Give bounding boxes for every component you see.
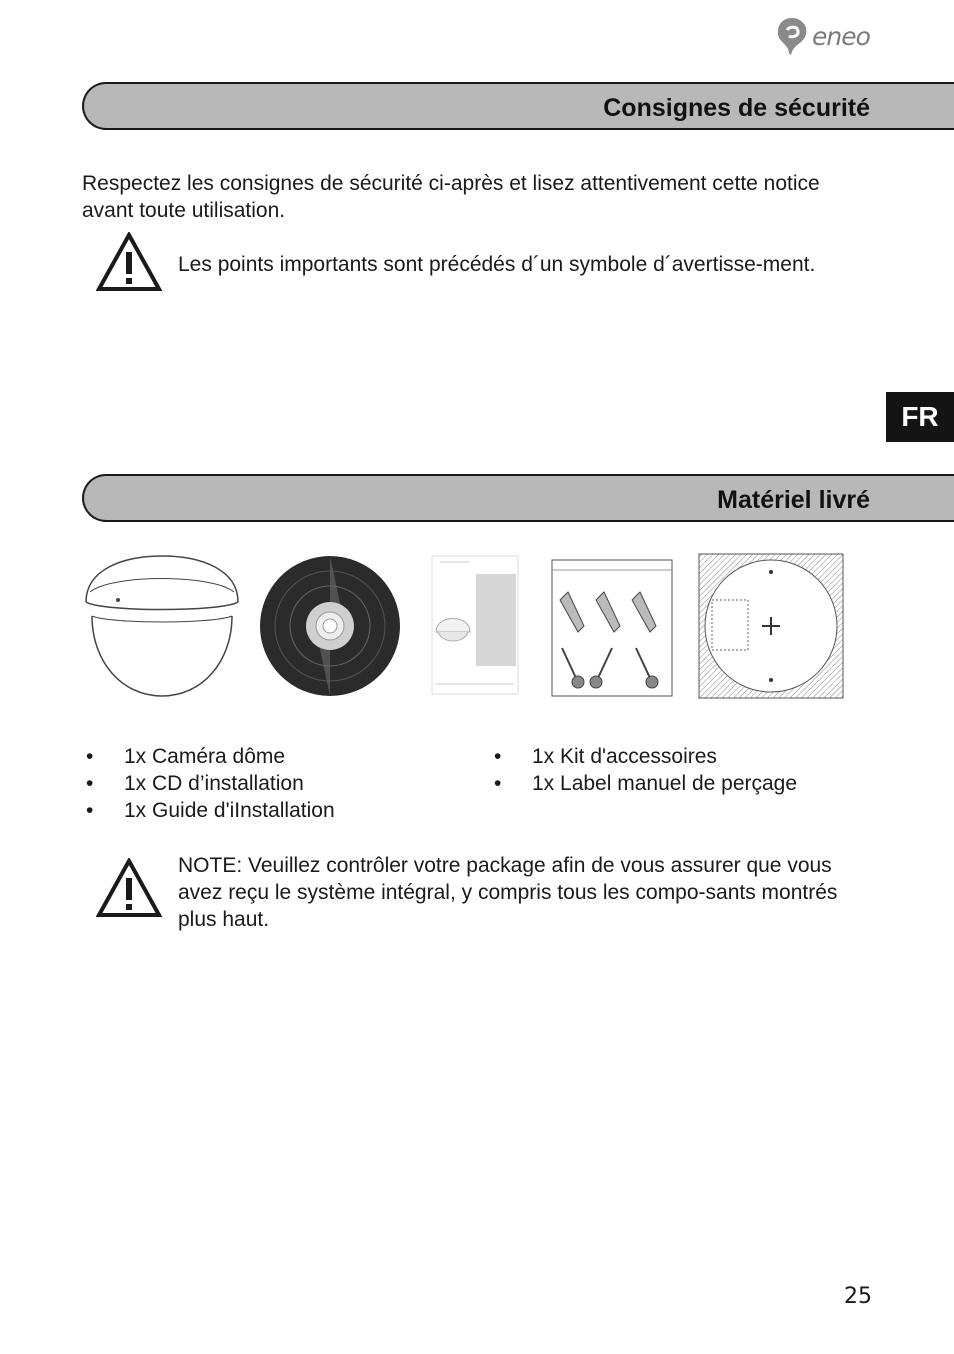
dome-camera-icon: [82, 552, 242, 700]
logo-text: eneo: [812, 22, 870, 51]
section-title: Matériel livré: [717, 486, 870, 514]
intro-paragraph: Respectez les consignes de sécurité ci-après et lisez attentivement cette notice avant toute utilisation.: [82, 172, 820, 222]
language-tab: FR: [886, 392, 954, 442]
eneo-logo: [776, 16, 886, 56]
section-header-safety: [82, 82, 954, 130]
page-number: 25: [844, 1284, 872, 1309]
section-title: Consignes de sécurité: [603, 94, 870, 122]
warning-triangle-icon: [96, 232, 162, 292]
delivery-list-left: [82, 743, 462, 824]
list-item: • 1x Label manuel de perçage: [490, 770, 890, 797]
list-item: • 1x Caméra dôme: [82, 743, 462, 770]
accessory-kit-icon: [550, 552, 674, 700]
list-item: • 1x Kit d'accessoires: [490, 743, 890, 770]
drill-template-icon: [698, 552, 844, 700]
eneo-logo-mark-icon: [776, 16, 810, 56]
section-header-delivery: [82, 474, 954, 522]
warning-text: Les points importants sont précédés d´un symbole d´avertisse-ment.: [178, 253, 816, 276]
note-text: NOTE: Veuillez contrôler votre package afin de vous assurer que vous avez reçu le système intégral, y compris tous les compo-sants montrés plus haut.: [178, 854, 838, 931]
delivery-list-right: [490, 743, 890, 797]
guide-booklet-icon: [430, 552, 522, 700]
cd-icon: [256, 552, 404, 700]
list-item: • 1x CD d’installation: [82, 770, 462, 797]
list-item: • 1x Guide d'iInstallation: [82, 797, 462, 824]
warning-triangle-icon: [96, 858, 162, 918]
